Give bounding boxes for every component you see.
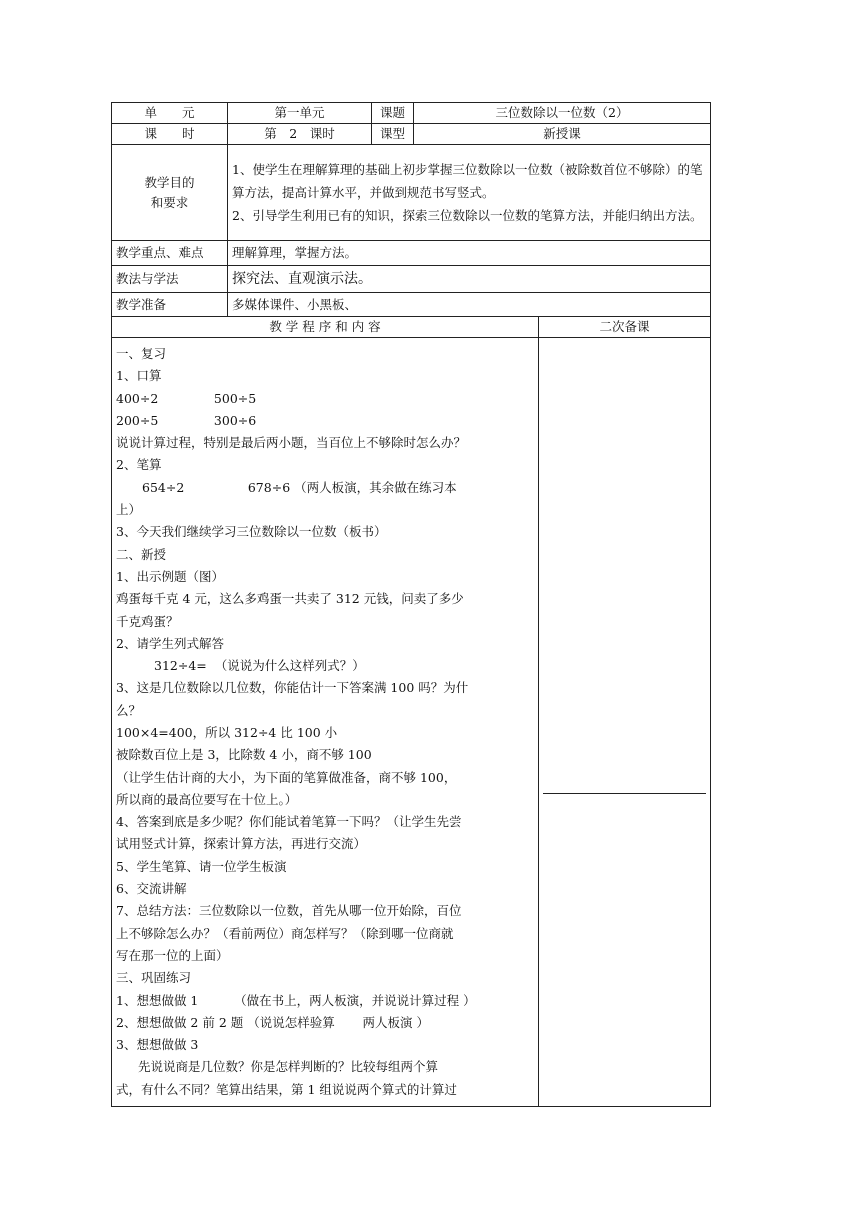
period-label: 课 时 <box>112 124 228 145</box>
content-line: 说说计算过程，特别是最后两小题，当百位上不够除时怎么办？ <box>116 435 467 451</box>
content-line: 2、笔算 <box>116 457 162 473</box>
content-row <box>112 338 711 1107</box>
content-line: 654÷2 678÷6 （两人板演，其余做在练习本 <box>142 479 457 495</box>
content-line: 先说说商是几位数？你是怎样判断的？比较每组两个算 <box>138 1059 439 1075</box>
content-line: 上） <box>116 502 142 518</box>
content-line: 100×4=400，所以 312÷4 比 100 小 <box>116 725 338 740</box>
goals-label <box>112 145 228 241</box>
type-value: 新授课 <box>414 124 711 145</box>
content-line: 上不够除怎么办？（看前两位）商怎样写？（除到哪一位商就 <box>116 925 454 941</box>
methods-label: 教法与学法 <box>112 266 228 293</box>
content-line: （让学生估计商的大小，为下面的笔算做准备，商不够 100， <box>116 769 457 785</box>
prep-row <box>112 293 711 317</box>
type-label: 课型 <box>372 124 414 145</box>
second-prep-box-top <box>543 650 706 794</box>
content-line: 3、想想做做 3 <box>116 1037 199 1053</box>
content-line: 被除数百位上是 3，比除数 4 小，商不够 100 <box>116 747 372 763</box>
content-line: 2、请学生列式解答 <box>116 635 224 651</box>
goal-item: 1、使学生在理解算理的基础上初步掌握三位数除以一位数（被除数首位不够除）的笔算方法，提高计算水平，并做到规范书写竖式。 <box>232 162 703 200</box>
section-header-row <box>112 317 711 338</box>
content-line: 7、总结方法：三位数除以一位数，首先从哪一位开始除，百位 <box>116 903 462 919</box>
second-prep-column <box>539 338 711 1107</box>
unit-value: 第一单元 <box>228 103 372 124</box>
unit-label: 单 元 <box>112 103 228 124</box>
content-line: 400÷2 500÷5 <box>116 390 257 406</box>
section-heading: 二、新授 <box>116 546 167 562</box>
period-row <box>112 124 711 145</box>
goals-row <box>112 145 711 241</box>
topic-value: 三位数除以一位数（2） <box>414 103 711 124</box>
lesson-plan-table <box>111 102 711 1107</box>
section-heading: 三、巩固练习 <box>116 970 192 986</box>
procedure-header: 教 学 程 序 和 内 容 <box>112 317 539 338</box>
content-line: 3、这是几位数除以几位数，你能估计一下答案满 100 吗？为什 <box>116 680 469 696</box>
content-line: 试用竖式计算，探索计算方法，再进行交流） <box>116 836 367 852</box>
unit-row <box>112 103 711 124</box>
second-prep-header: 二次备课 <box>539 317 711 338</box>
content-line: 1、出示例题（图） <box>116 568 224 584</box>
content-line: 3、今天我们继续学习三位数除以一位数（板书） <box>116 524 387 540</box>
methods-value: 探究法、直观演示法。 <box>228 266 711 293</box>
content-line: 200÷5 300÷6 <box>116 412 257 428</box>
content-line: 4、答案到底是多少呢？你们能试着笔算一下吗？（让学生先尝 <box>116 814 462 830</box>
key-points-row <box>112 241 711 266</box>
key-points-label: 教学重点、难点 <box>112 241 228 266</box>
procedure-content <box>112 338 539 1107</box>
content-line: 1、想想做做 1 （做在书上，两人板演，并说说计算过程 ） <box>116 992 476 1008</box>
content-line: 5、学生笔算、请一位学生板演 <box>116 858 287 874</box>
goal-item: 2、引导学生利用已有的知识，探索三位数除以一位数的笔算方法，并能归纳出方法。 <box>232 208 703 223</box>
content-line: 式，有什么不同？笔算出结果，第 1 组说说两个算式的计算过 <box>116 1081 457 1097</box>
methods-row <box>112 266 711 293</box>
content-line: 1、口算 <box>116 368 162 384</box>
content-line: 写在那一位的上面） <box>116 947 229 963</box>
prep-value: 多媒体课件、小黑板、 <box>228 293 711 317</box>
section-heading: 一、复习 <box>116 345 167 361</box>
content-line: 2、想想做做 2 前 2 题 （说说怎样验算 两人板演 ） <box>116 1014 430 1030</box>
goals-label-line2: 和要求 <box>150 194 189 210</box>
content-line: 鸡蛋每千克 4 元，这么多鸡蛋一共卖了 312 元钱，问卖了多少 <box>116 591 464 607</box>
content-line: 312÷4= （说说为什么这样列式？） <box>154 658 365 674</box>
content-line: 么？ <box>116 702 142 718</box>
content-line: 千克鸡蛋？ <box>116 613 179 629</box>
key-points-value: 理解算理，掌握方法。 <box>228 241 711 266</box>
content-line: 所以商的最高位要写在十位上。） <box>116 791 298 807</box>
goals-label-line1: 教学目的 <box>144 174 195 190</box>
content-line: 6、交流讲解 <box>116 881 187 897</box>
goals-content <box>228 145 711 241</box>
topic-label: 课题 <box>372 103 414 124</box>
period-value: 第 2 课时 <box>228 124 372 145</box>
prep-label: 教学准备 <box>112 293 228 317</box>
